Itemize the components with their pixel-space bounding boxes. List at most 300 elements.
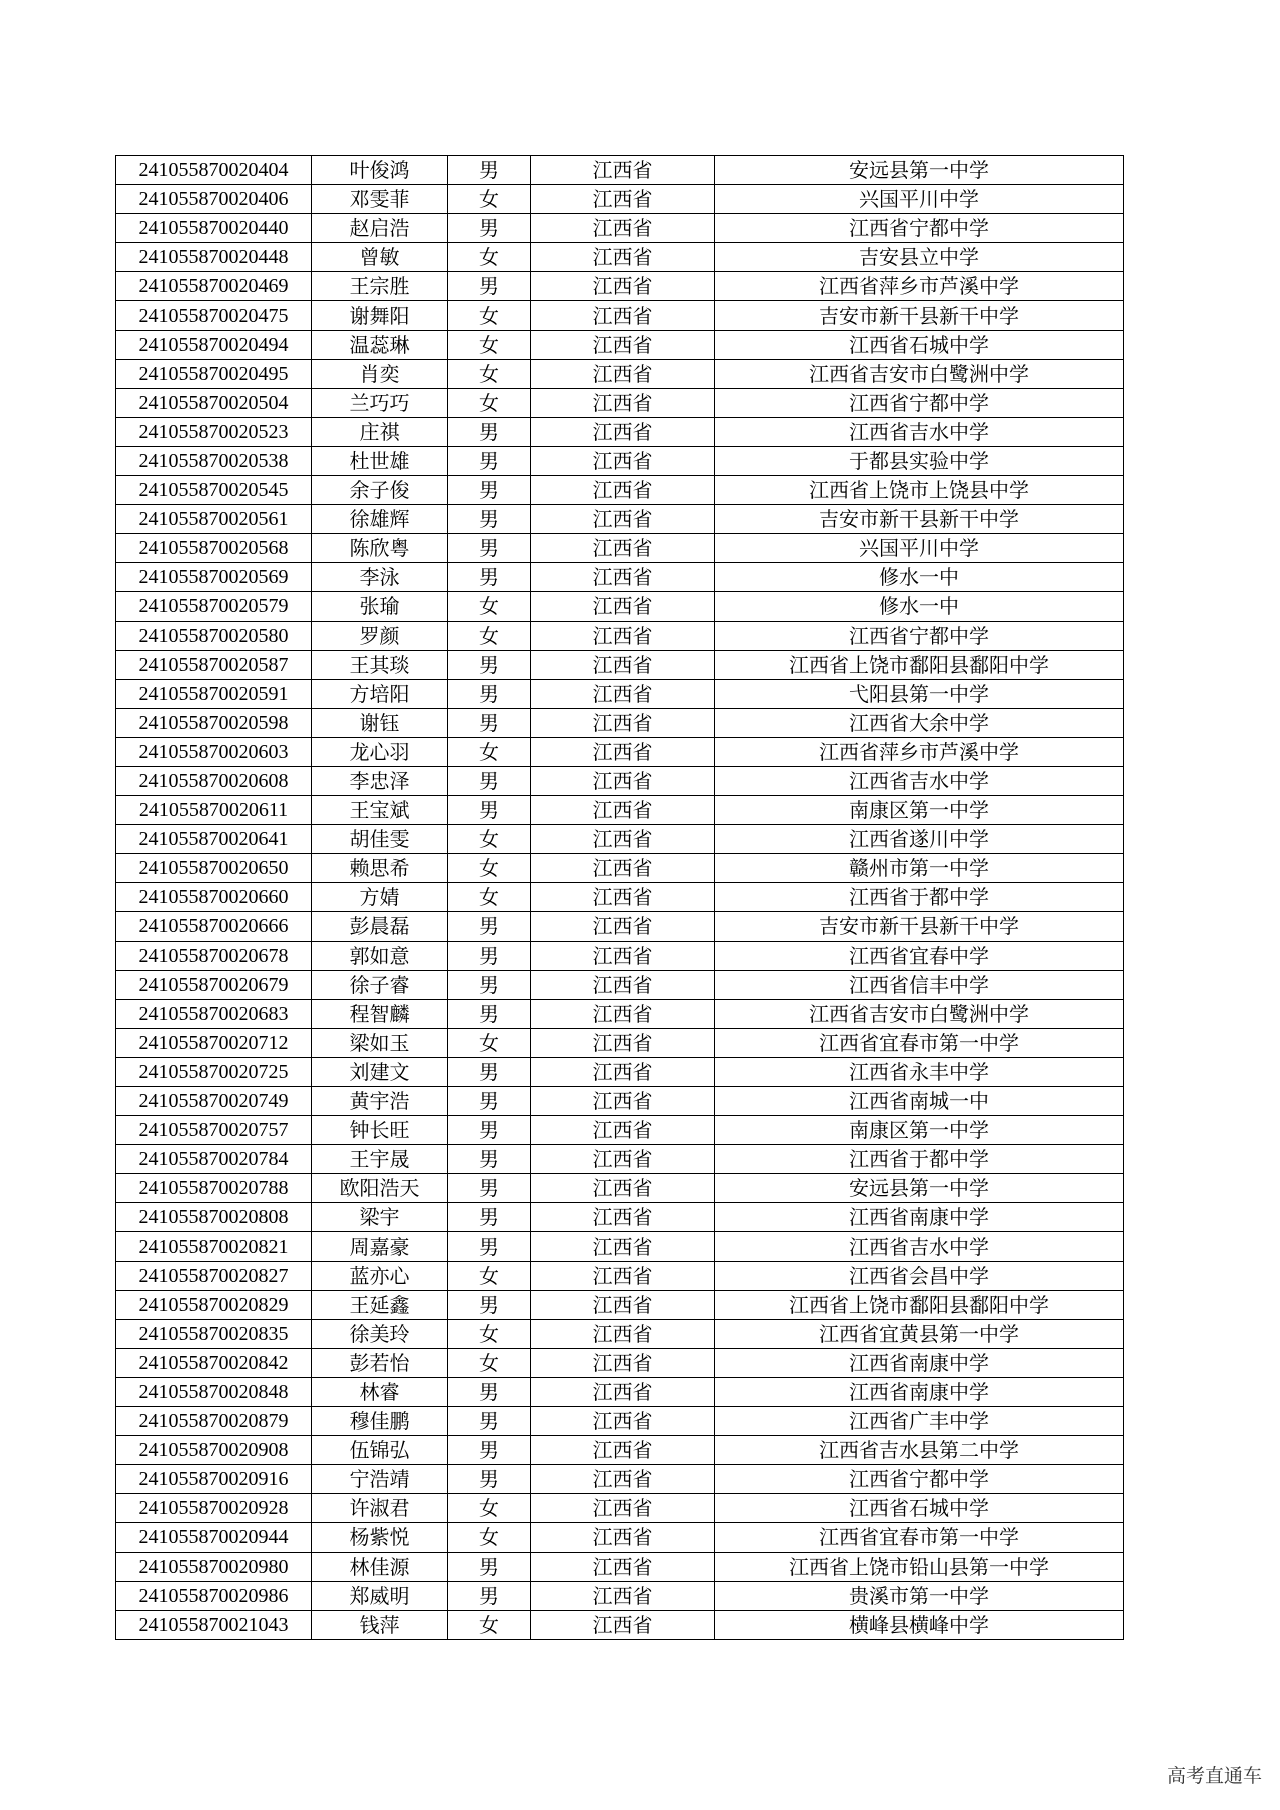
gender-cell: 女 (448, 359, 531, 388)
province-cell: 江西省 (531, 1523, 715, 1552)
school-cell: 横峰县横峰中学 (715, 1610, 1124, 1639)
student-id-cell: 241055870020725 (116, 1057, 312, 1086)
name-cell: 蓝亦心 (312, 1261, 448, 1290)
name-cell: 王宝斌 (312, 796, 448, 825)
gender-cell: 男 (448, 446, 531, 475)
gender-cell: 男 (448, 1407, 531, 1436)
name-cell: 钱萍 (312, 1610, 448, 1639)
province-cell: 江西省 (531, 912, 715, 941)
student-id-cell: 241055870020579 (116, 592, 312, 621)
table-row (116, 272, 1124, 301)
student-id-cell: 241055870020569 (116, 563, 312, 592)
province-cell: 江西省 (531, 766, 715, 795)
table-row (116, 388, 1124, 417)
student-id-cell: 241055870020475 (116, 301, 312, 330)
student-id-cell: 241055870020683 (116, 999, 312, 1028)
school-cell: 江西省上饶市上饶县中学 (715, 476, 1124, 505)
student-id-cell: 241055870020650 (116, 854, 312, 883)
gender-cell: 女 (448, 737, 531, 766)
gender-cell: 男 (448, 417, 531, 446)
name-cell: 郑威明 (312, 1581, 448, 1610)
table-row (116, 1057, 1124, 1086)
table-row (116, 766, 1124, 795)
province-cell: 江西省 (531, 854, 715, 883)
province-cell: 江西省 (531, 476, 715, 505)
province-cell: 江西省 (531, 1116, 715, 1145)
gender-cell: 女 (448, 1319, 531, 1348)
province-cell: 江西省 (531, 1348, 715, 1377)
table-row (116, 1407, 1124, 1436)
name-cell: 李忠泽 (312, 766, 448, 795)
province-cell: 江西省 (531, 1610, 715, 1639)
student-id-cell: 241055870020591 (116, 679, 312, 708)
province-cell: 江西省 (531, 737, 715, 766)
school-cell: 江西省于都中学 (715, 883, 1124, 912)
school-cell: 吉安市新干县新干中学 (715, 505, 1124, 534)
name-cell: 林睿 (312, 1377, 448, 1406)
school-cell: 江西省石城中学 (715, 1494, 1124, 1523)
table-row (116, 505, 1124, 534)
table-row (116, 1465, 1124, 1494)
table-row (116, 970, 1124, 999)
school-cell: 江西省吉安市白鹭洲中学 (715, 359, 1124, 388)
province-cell: 江西省 (531, 1494, 715, 1523)
school-cell: 江西省信丰中学 (715, 970, 1124, 999)
watermark-text: 高考直通车 (1166, 1765, 1262, 1787)
gender-cell: 男 (448, 650, 531, 679)
province-cell: 江西省 (531, 1232, 715, 1261)
gender-cell: 男 (448, 534, 531, 563)
student-id-cell: 241055870020404 (116, 156, 312, 185)
student-id-cell: 241055870020808 (116, 1203, 312, 1232)
gender-cell: 女 (448, 883, 531, 912)
school-cell: 安远县第一中学 (715, 156, 1124, 185)
table-row (116, 679, 1124, 708)
province-cell: 江西省 (531, 621, 715, 650)
student-id-cell: 241055870020788 (116, 1174, 312, 1203)
school-cell: 江西省上饶市鄱阳县鄱阳中学 (715, 650, 1124, 679)
table-row (116, 417, 1124, 446)
province-cell: 江西省 (531, 1087, 715, 1116)
school-cell: 弋阳县第一中学 (715, 679, 1124, 708)
province-cell: 江西省 (531, 1057, 715, 1086)
gender-cell: 男 (448, 1087, 531, 1116)
province-cell: 江西省 (531, 1319, 715, 1348)
name-cell: 肖奕 (312, 359, 448, 388)
province-cell: 江西省 (531, 650, 715, 679)
school-cell: 江西省大余中学 (715, 708, 1124, 737)
gender-cell: 女 (448, 243, 531, 272)
student-id-cell: 241055870020495 (116, 359, 312, 388)
gender-cell: 男 (448, 1552, 531, 1581)
school-cell: 江西省宁都中学 (715, 1465, 1124, 1494)
student-id-cell: 241055870020848 (116, 1377, 312, 1406)
gender-cell: 男 (448, 272, 531, 301)
name-cell: 胡佳雯 (312, 825, 448, 854)
gender-cell: 女 (448, 301, 531, 330)
name-cell: 黄宇浩 (312, 1087, 448, 1116)
name-cell: 宁浩靖 (312, 1465, 448, 1494)
province-cell: 江西省 (531, 1145, 715, 1174)
name-cell: 杜世雄 (312, 446, 448, 475)
school-cell: 江西省上饶市鄱阳县鄱阳中学 (715, 1290, 1124, 1319)
name-cell: 叶俊鸿 (312, 156, 448, 185)
school-cell: 贵溪市第一中学 (715, 1581, 1124, 1610)
school-cell: 江西省南康中学 (715, 1348, 1124, 1377)
school-cell: 江西省宜春中学 (715, 941, 1124, 970)
province-cell: 江西省 (531, 243, 715, 272)
name-cell: 周嘉豪 (312, 1232, 448, 1261)
province-cell: 江西省 (531, 592, 715, 621)
name-cell: 曾敏 (312, 243, 448, 272)
student-id-cell: 241055870021043 (116, 1610, 312, 1639)
table-row (116, 185, 1124, 214)
school-cell: 江西省广丰中学 (715, 1407, 1124, 1436)
province-cell: 江西省 (531, 1261, 715, 1290)
name-cell: 林佳源 (312, 1552, 448, 1581)
student-id-cell: 241055870020448 (116, 243, 312, 272)
province-cell: 江西省 (531, 446, 715, 475)
table-row (116, 1523, 1124, 1552)
province-cell: 江西省 (531, 999, 715, 1028)
province-cell: 江西省 (531, 679, 715, 708)
name-cell: 王宗胜 (312, 272, 448, 301)
school-cell: 兴国平川中学 (715, 185, 1124, 214)
province-cell: 江西省 (531, 185, 715, 214)
name-cell: 陈欣粤 (312, 534, 448, 563)
province-cell: 江西省 (531, 1377, 715, 1406)
name-cell: 伍锦弘 (312, 1436, 448, 1465)
province-cell: 江西省 (531, 796, 715, 825)
table-row (116, 359, 1124, 388)
table-row (116, 563, 1124, 592)
table-row (116, 1203, 1124, 1232)
school-cell: 江西省宁都中学 (715, 621, 1124, 650)
student-id-cell: 241055870020821 (116, 1232, 312, 1261)
name-cell: 徐子睿 (312, 970, 448, 999)
student-id-cell: 241055870020842 (116, 1348, 312, 1377)
table-row (116, 912, 1124, 941)
school-cell: 修水一中 (715, 592, 1124, 621)
table-row (116, 156, 1124, 185)
gender-cell: 女 (448, 388, 531, 417)
student-id-cell: 241055870020908 (116, 1436, 312, 1465)
gender-cell: 男 (448, 1116, 531, 1145)
name-cell: 庄祺 (312, 417, 448, 446)
student-id-cell: 241055870020829 (116, 1290, 312, 1319)
school-cell: 吉安市新干县新干中学 (715, 301, 1124, 330)
student-id-cell: 241055870020523 (116, 417, 312, 446)
province-cell: 江西省 (531, 156, 715, 185)
school-cell: 安远县第一中学 (715, 1174, 1124, 1203)
gender-cell: 男 (448, 912, 531, 941)
student-id-cell: 241055870020545 (116, 476, 312, 505)
name-cell: 许淑君 (312, 1494, 448, 1523)
gender-cell: 男 (448, 505, 531, 534)
gender-cell: 女 (448, 1494, 531, 1523)
gender-cell: 男 (448, 1145, 531, 1174)
province-cell: 江西省 (531, 825, 715, 854)
province-cell: 江西省 (531, 883, 715, 912)
student-id-cell: 241055870020611 (116, 796, 312, 825)
student-id-cell: 241055870020986 (116, 1581, 312, 1610)
student-id-cell: 241055870020568 (116, 534, 312, 563)
name-cell: 穆佳鹏 (312, 1407, 448, 1436)
school-cell: 吉安市新干县新干中学 (715, 912, 1124, 941)
gender-cell: 男 (448, 1057, 531, 1086)
student-id-cell: 241055870020666 (116, 912, 312, 941)
gender-cell: 男 (448, 156, 531, 185)
province-cell: 江西省 (531, 1552, 715, 1581)
name-cell: 王其琰 (312, 650, 448, 679)
province-cell: 江西省 (531, 301, 715, 330)
school-cell: 江西省吉水县第二中学 (715, 1436, 1124, 1465)
name-cell: 余子俊 (312, 476, 448, 505)
school-cell: 江西省宜黄县第一中学 (715, 1319, 1124, 1348)
province-cell: 江西省 (531, 1174, 715, 1203)
table-row (116, 476, 1124, 505)
name-cell: 彭若怡 (312, 1348, 448, 1377)
province-cell: 江西省 (531, 1290, 715, 1319)
school-cell: 吉安县立中学 (715, 243, 1124, 272)
gender-cell: 女 (448, 825, 531, 854)
gender-cell: 女 (448, 854, 531, 883)
gender-cell: 男 (448, 476, 531, 505)
province-cell: 江西省 (531, 563, 715, 592)
school-cell: 兴国平川中学 (715, 534, 1124, 563)
student-id-cell: 241055870020980 (116, 1552, 312, 1581)
table-row (116, 1319, 1124, 1348)
school-cell: 江西省宁都中学 (715, 214, 1124, 243)
school-cell: 江西省上饶市铅山县第一中学 (715, 1552, 1124, 1581)
school-cell: 江西省南康中学 (715, 1203, 1124, 1232)
province-cell: 江西省 (531, 359, 715, 388)
province-cell: 江西省 (531, 272, 715, 301)
name-cell: 梁如玉 (312, 1028, 448, 1057)
name-cell: 钟长旺 (312, 1116, 448, 1145)
province-cell: 江西省 (531, 388, 715, 417)
table-row (116, 1377, 1124, 1406)
student-id-cell: 241055870020440 (116, 214, 312, 243)
province-cell: 江西省 (531, 1028, 715, 1057)
gender-cell: 男 (448, 970, 531, 999)
gender-cell: 男 (448, 679, 531, 708)
table-row (116, 1494, 1124, 1523)
school-cell: 江西省南城一中 (715, 1087, 1124, 1116)
student-id-cell: 241055870020678 (116, 941, 312, 970)
table-row (116, 854, 1124, 883)
school-cell: 江西省石城中学 (715, 330, 1124, 359)
gender-cell: 男 (448, 1581, 531, 1610)
name-cell: 赵启浩 (312, 214, 448, 243)
gender-cell: 女 (448, 1028, 531, 1057)
gender-cell: 女 (448, 330, 531, 359)
student-id-cell: 241055870020561 (116, 505, 312, 534)
name-cell: 温蕊琳 (312, 330, 448, 359)
name-cell: 徐雄辉 (312, 505, 448, 534)
student-id-cell: 241055870020504 (116, 388, 312, 417)
student-id-cell: 241055870020916 (116, 1465, 312, 1494)
student-id-cell: 241055870020660 (116, 883, 312, 912)
school-cell: 赣州市第一中学 (715, 854, 1124, 883)
student-id-cell: 241055870020608 (116, 766, 312, 795)
province-cell: 江西省 (531, 1407, 715, 1436)
school-cell: 江西省宜春市第一中学 (715, 1028, 1124, 1057)
name-cell: 程智麟 (312, 999, 448, 1028)
name-cell: 彭晨磊 (312, 912, 448, 941)
student-id-cell: 241055870020469 (116, 272, 312, 301)
gender-cell: 女 (448, 621, 531, 650)
province-cell: 江西省 (531, 1436, 715, 1465)
table-row (116, 999, 1124, 1028)
name-cell: 梁宇 (312, 1203, 448, 1232)
province-cell: 江西省 (531, 941, 715, 970)
gender-cell: 女 (448, 1523, 531, 1552)
school-cell: 江西省宜春市第一中学 (715, 1523, 1124, 1552)
table-row (116, 650, 1124, 679)
province-cell: 江西省 (531, 970, 715, 999)
gender-cell: 男 (448, 563, 531, 592)
name-cell: 谢舞阳 (312, 301, 448, 330)
table-row (116, 1552, 1124, 1581)
name-cell: 徐美玲 (312, 1319, 448, 1348)
gender-cell: 女 (448, 1610, 531, 1639)
table-row (116, 1116, 1124, 1145)
table-row (116, 1232, 1124, 1261)
table-row (116, 243, 1124, 272)
name-cell: 方婧 (312, 883, 448, 912)
name-cell: 兰巧巧 (312, 388, 448, 417)
school-cell: 江西省宁都中学 (715, 388, 1124, 417)
school-cell: 江西省萍乡市芦溪中学 (715, 272, 1124, 301)
gender-cell: 男 (448, 214, 531, 243)
table-row (116, 796, 1124, 825)
gender-cell: 男 (448, 1465, 531, 1494)
school-cell: 江西省南康中学 (715, 1377, 1124, 1406)
province-cell: 江西省 (531, 505, 715, 534)
gender-cell: 男 (448, 1436, 531, 1465)
gender-cell: 男 (448, 1377, 531, 1406)
student-id-cell: 241055870020784 (116, 1145, 312, 1174)
school-cell: 修水一中 (715, 563, 1124, 592)
gender-cell: 男 (448, 708, 531, 737)
table-row (116, 1610, 1124, 1639)
table-row (116, 592, 1124, 621)
gender-cell: 男 (448, 1290, 531, 1319)
name-cell: 张瑜 (312, 592, 448, 621)
student-id-cell: 241055870020580 (116, 621, 312, 650)
name-cell: 赖思希 (312, 854, 448, 883)
student-id-cell: 241055870020538 (116, 446, 312, 475)
table-row (116, 1174, 1124, 1203)
student-id-cell: 241055870020749 (116, 1087, 312, 1116)
province-cell: 江西省 (531, 214, 715, 243)
student-id-cell: 241055870020587 (116, 650, 312, 679)
table-row (116, 1290, 1124, 1319)
name-cell: 谢钰 (312, 708, 448, 737)
school-cell: 南康区第一中学 (715, 796, 1124, 825)
table-row (116, 1087, 1124, 1116)
student-id-cell: 241055870020944 (116, 1523, 312, 1552)
school-cell: 江西省于都中学 (715, 1145, 1124, 1174)
province-cell: 江西省 (531, 330, 715, 359)
student-id-cell: 241055870020835 (116, 1319, 312, 1348)
roster-body (116, 156, 1124, 1640)
school-cell: 江西省永丰中学 (715, 1057, 1124, 1086)
table-row (116, 330, 1124, 359)
name-cell: 方培阳 (312, 679, 448, 708)
name-cell: 王延鑫 (312, 1290, 448, 1319)
province-cell: 江西省 (531, 417, 715, 446)
gender-cell: 女 (448, 1348, 531, 1377)
table-row (116, 621, 1124, 650)
gender-cell: 女 (448, 185, 531, 214)
gender-cell: 男 (448, 999, 531, 1028)
name-cell: 罗颜 (312, 621, 448, 650)
table-row (116, 941, 1124, 970)
gender-cell: 女 (448, 1261, 531, 1290)
name-cell: 邓雯菲 (312, 185, 448, 214)
province-cell: 江西省 (531, 1203, 715, 1232)
table-row (116, 737, 1124, 766)
name-cell: 王宇晟 (312, 1145, 448, 1174)
gender-cell: 男 (448, 941, 531, 970)
student-id-cell: 241055870020494 (116, 330, 312, 359)
table-row (116, 825, 1124, 854)
name-cell: 李泳 (312, 563, 448, 592)
table-row (116, 301, 1124, 330)
student-id-cell: 241055870020406 (116, 185, 312, 214)
school-cell: 于都县实验中学 (715, 446, 1124, 475)
gender-cell: 女 (448, 592, 531, 621)
student-id-cell: 241055870020757 (116, 1116, 312, 1145)
province-cell: 江西省 (531, 708, 715, 737)
student-id-cell: 241055870020712 (116, 1028, 312, 1057)
student-id-cell: 241055870020827 (116, 1261, 312, 1290)
gender-cell: 男 (448, 766, 531, 795)
student-id-cell: 241055870020928 (116, 1494, 312, 1523)
province-cell: 江西省 (531, 1581, 715, 1610)
name-cell: 刘建文 (312, 1057, 448, 1086)
name-cell: 龙心羽 (312, 737, 448, 766)
name-cell: 杨紫悦 (312, 1523, 448, 1552)
name-cell: 郭如意 (312, 941, 448, 970)
gender-cell: 男 (448, 796, 531, 825)
table-row (116, 1436, 1124, 1465)
table-row (116, 883, 1124, 912)
student-roster-table (115, 155, 1124, 1640)
school-cell: 江西省吉安市白鹭洲中学 (715, 999, 1124, 1028)
gender-cell: 男 (448, 1232, 531, 1261)
student-id-cell: 241055870020603 (116, 737, 312, 766)
school-cell: 江西省吉水中学 (715, 1232, 1124, 1261)
table-row (116, 1261, 1124, 1290)
table-row (116, 1348, 1124, 1377)
gender-cell: 男 (448, 1174, 531, 1203)
student-id-cell: 241055870020879 (116, 1407, 312, 1436)
province-cell: 江西省 (531, 1465, 715, 1494)
table-row (116, 708, 1124, 737)
table-row (116, 446, 1124, 475)
school-cell: 江西省会昌中学 (715, 1261, 1124, 1290)
school-cell: 江西省遂川中学 (715, 825, 1124, 854)
table-row (116, 1028, 1124, 1057)
gender-cell: 男 (448, 1203, 531, 1232)
table-row (116, 1145, 1124, 1174)
table-row (116, 214, 1124, 243)
student-id-cell: 241055870020679 (116, 970, 312, 999)
name-cell: 欧阳浩天 (312, 1174, 448, 1203)
